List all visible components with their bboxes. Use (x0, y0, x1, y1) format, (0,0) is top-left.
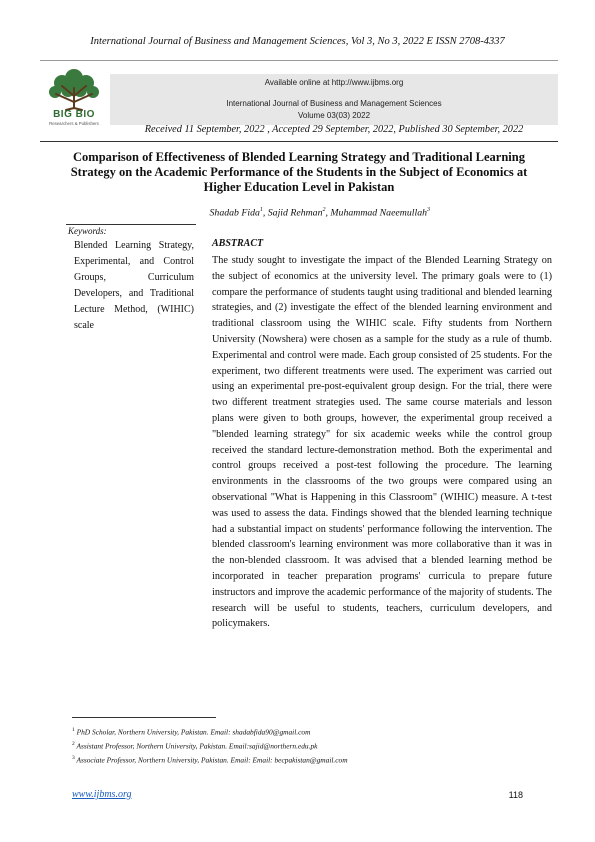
author-separator: , (325, 207, 331, 219)
logo-subtitle: Researchers & Publishers (49, 121, 99, 126)
banner-journal-name: International Journal of Business and Management Sciences (226, 99, 442, 108)
abstract-heading: ABSTRACT (212, 238, 264, 249)
footnote-mark: 3 (72, 755, 75, 761)
journal-header: International Journal of Business and Management Sciences, Vol 3, No 3, 2022 E ISSN 2708-4337 (90, 36, 505, 47)
keywords-label: Keywords: (68, 226, 107, 236)
author-footnote-mark: 1 (259, 207, 263, 213)
paper-title: Comparison of Effectiveness of Blended Learning Strategy and Traditional Learning Strategy on the Academic Performance of the Students in the Subject of Economics at Higher Education Level in Pakistan (70, 150, 528, 194)
footnote-text: Associate Professor, Northern University, Pakistan. Email: Email: becpakistan@gmail.com (74, 755, 348, 765)
banner-volume: Volume 03(03) 2022 (297, 111, 371, 120)
banner-availability: Available online at http://www.ijbms.org (264, 78, 404, 87)
author-name: Muhammad Naeemullah (330, 207, 427, 219)
keywords-list: Blended Learning Strategy, Experimental, and Control Groups, Curriculum Developers, and Traditional Lecture Method, (WIHIC) scale (74, 240, 194, 331)
footnote (72, 751, 562, 765)
footnote-mark: 1 (72, 727, 75, 733)
page-number: 118 (508, 790, 523, 800)
author-footnote-mark: 2 (322, 207, 326, 213)
author-separator: , (262, 207, 268, 219)
footnote-text: PhD Scholar, Northern University, Pakistan. Email: shadabfida90@gmail.com (74, 727, 311, 737)
footnotes (72, 723, 562, 765)
footnote-divider (72, 717, 216, 718)
footnote (72, 723, 562, 737)
header-divider (40, 60, 558, 61)
title-divider (40, 141, 558, 142)
logo-name: BIG BIO (53, 109, 95, 120)
author-name: Shadab Fida (209, 207, 260, 219)
footnote-text: Assistant Professor, Northern University, Pakistan. Email:sajid@northern.edu.pk (74, 741, 318, 751)
journal-website-link[interactable]: www.ijbms.org (72, 789, 132, 800)
publication-dates: Received 11 September, 2022 , Accepted 29 September, 2022, Published 30 September, 2022 (144, 124, 524, 135)
footnote (72, 737, 562, 751)
abstract-body: The study sought to investigate the impact of the Blended Learning Strategy on the subject of economics at the university level. The primary goals were to (1) compare the performance of students taught using traditional and blended learning strategies, and (2) investigate the effect of the blended learning environment and traditional classroom using the WIHIC scale. Fifty students from Northern University (Nowshera) were chosen as a sample for the study as a rule of thumb. Experimental and control were made. Each group consisted of 25 students. For the experiment, two different treatments were used. The experiment was carried out using an experimental pre-post-equivalent group design. For the trial, there were two different treatment strategies used. The same course materials and lesson plans were given to both groups, however, the experimental group received a "blended learning strategy" for six academic weeks while the control group received the standard lecture-demonstration method. Both the experimental and control groups received a post-test following the procedure. The learning environments in the classrooms of the two groups were compared using an observational "What is Happening in this Classroom" (WIHIC) measure. A t-test was used to assess the data. Findings showed that the blended learning technique had a substantial impact on students' performance following the intervention. The blended classroom's learning environment was more collaborative than it was in the non-blended classroom. It was advised that a blended learning method be incorporated in teacher preparation programs' curricula to prepare future instructors and improve the academic performance of the majority of students. The research will be useful to students, teachers, curriculum developers, and policymakers. (212, 255, 552, 630)
keywords-divider (66, 224, 196, 225)
author-name: Sajid Rehman (267, 207, 323, 219)
footnote-mark: 2 (72, 741, 75, 747)
author-footnote-mark: 3 (427, 207, 430, 213)
author-list (210, 207, 430, 218)
